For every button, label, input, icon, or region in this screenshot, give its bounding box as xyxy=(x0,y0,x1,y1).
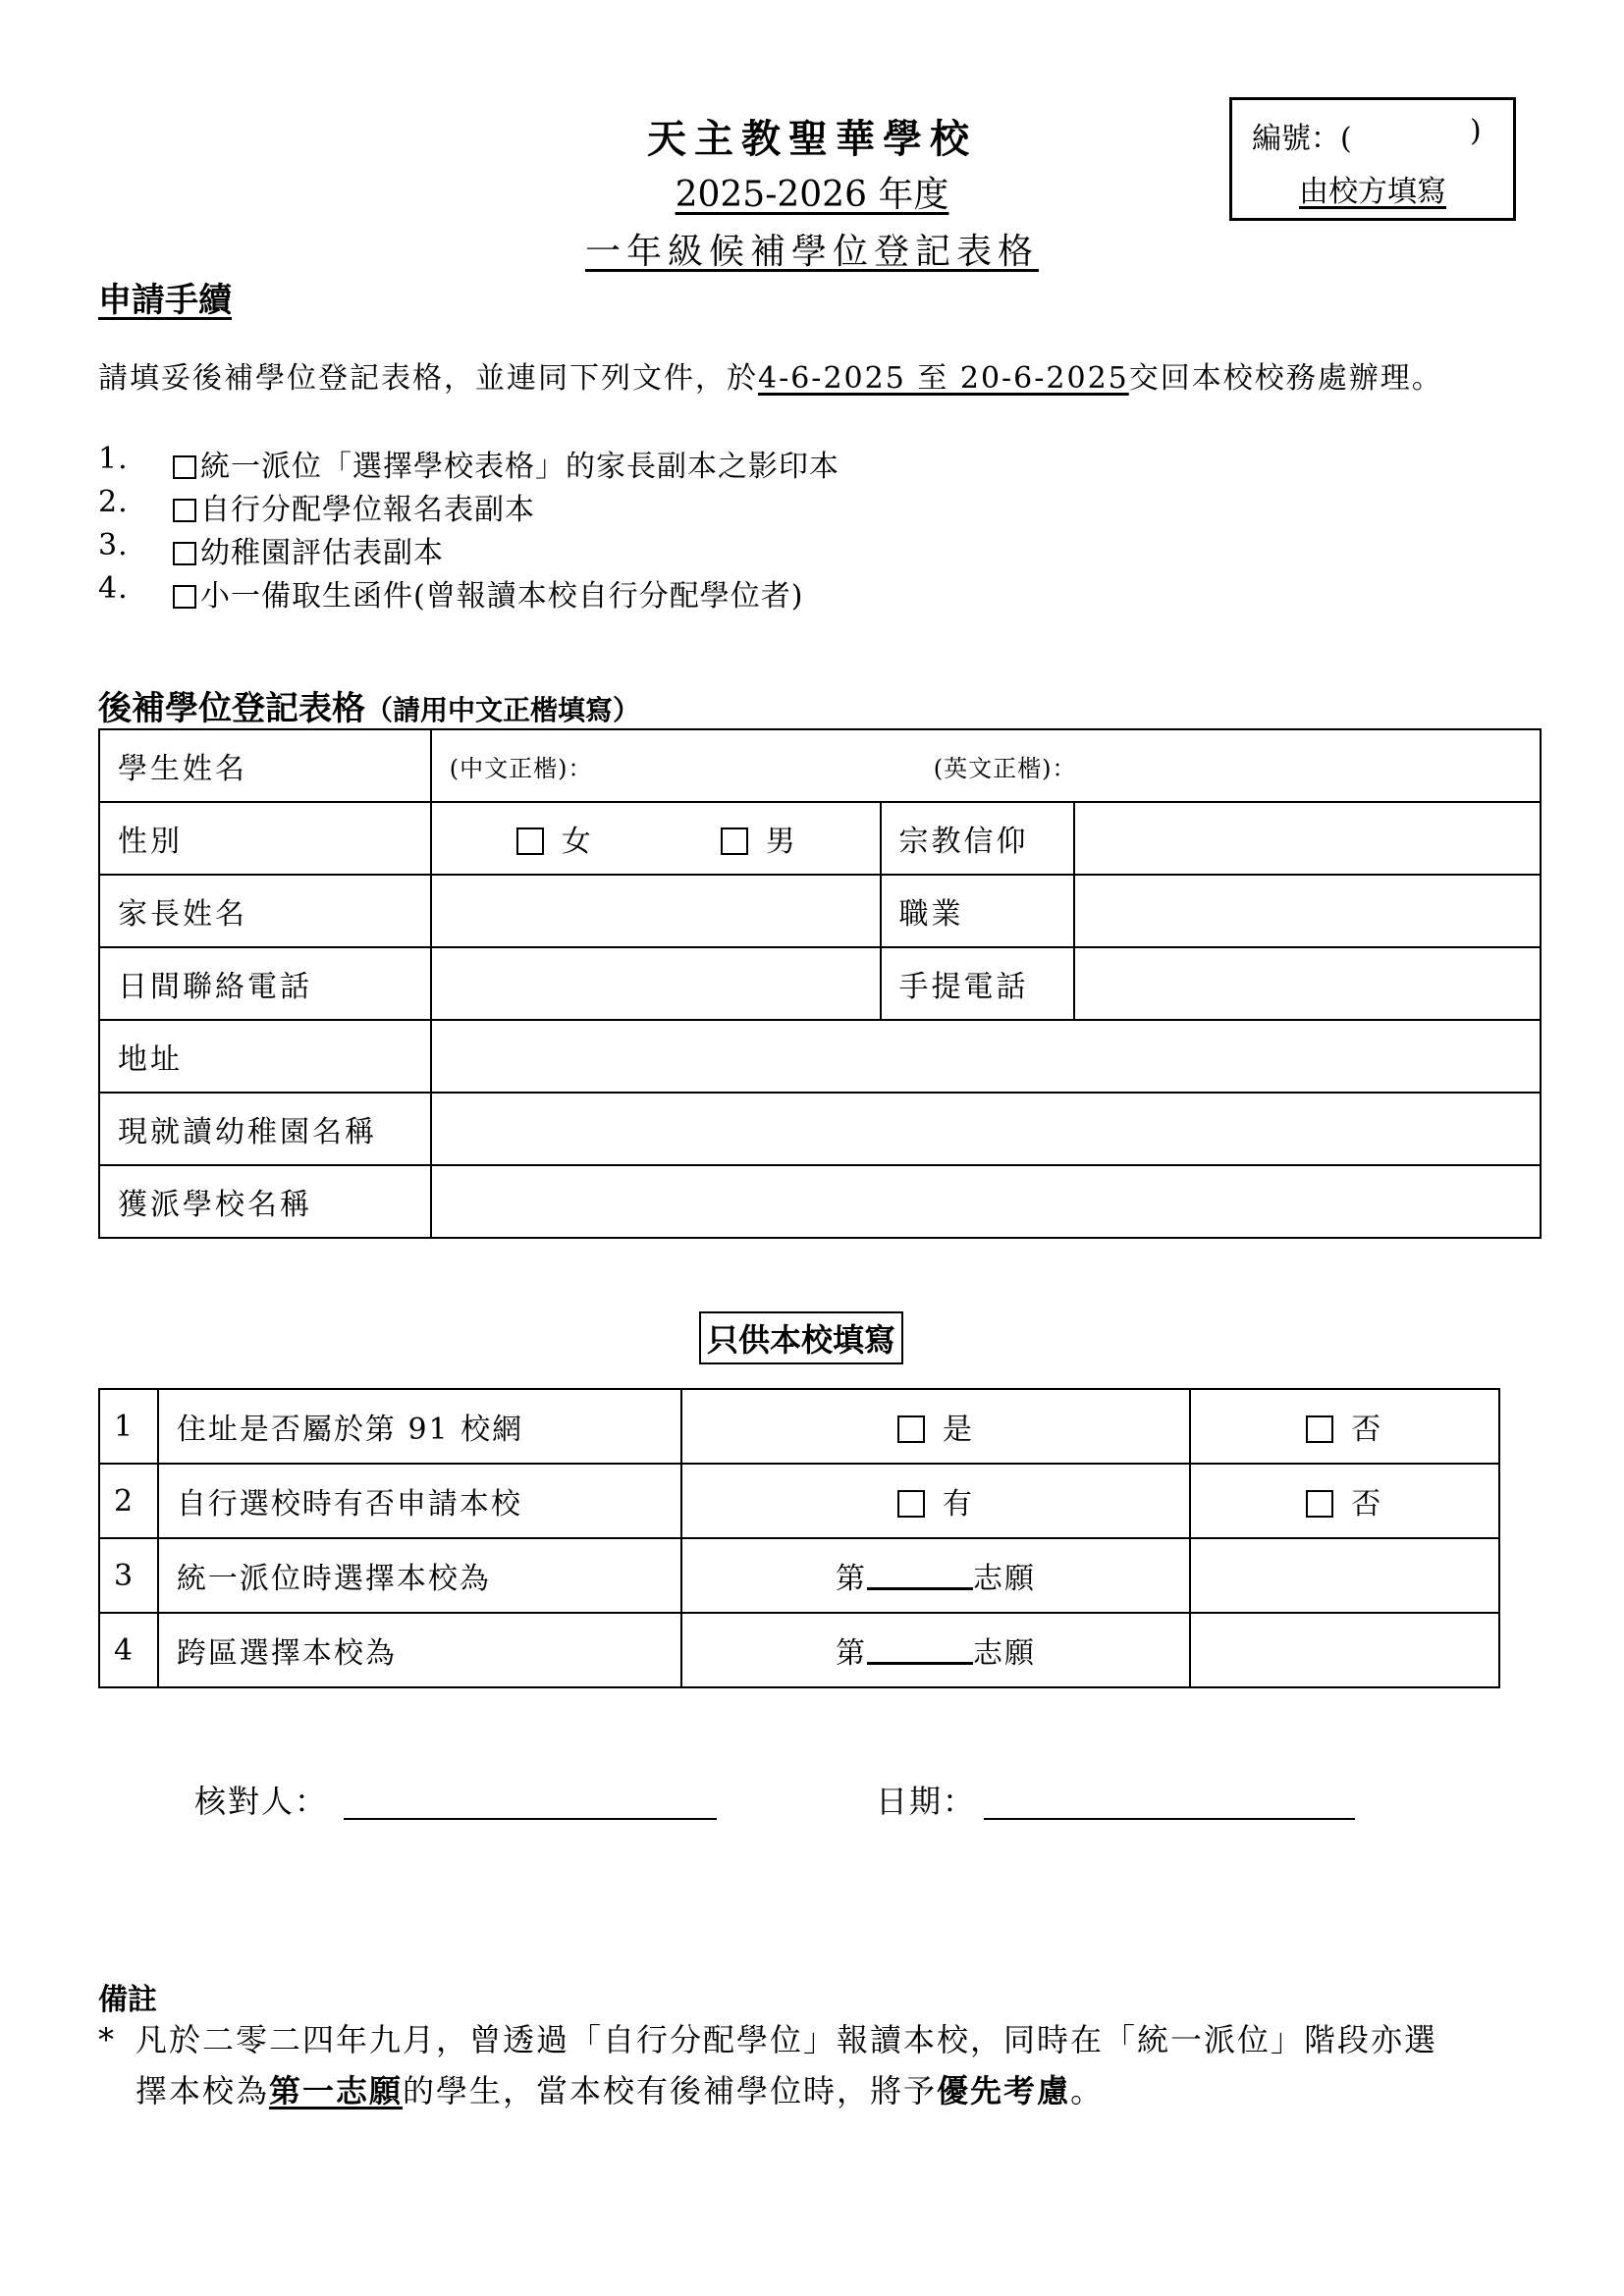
checker-label: 核對人： xyxy=(194,1783,329,1820)
school-name: 天主教聖華學校 xyxy=(647,116,977,162)
religion-field[interactable] xyxy=(1074,802,1541,875)
office-row-3-question: 統一派位時選擇本校為 xyxy=(158,1538,682,1613)
reference-label: 編號：( xyxy=(1252,122,1352,156)
office-use-table xyxy=(98,1388,1500,1688)
document-item-4: 4. 小一備取生函件(曾報讀本校自行分配學位者) xyxy=(98,571,804,614)
male-checkbox[interactable] xyxy=(721,828,748,855)
document-3-checkbox[interactable] xyxy=(173,542,196,565)
remarks-line-1: 凡於二零二四年九月，曾透過「自行分配學位」報讀本校，同時在「統一派位」階段亦選 xyxy=(135,2021,1438,2058)
student-name-row xyxy=(99,729,1541,802)
kindergarten-row xyxy=(99,1093,1541,1165)
remarks-star: * xyxy=(98,2021,116,2058)
procedure-intro: 請填妥後補學位登記表格，並連同下列文件，於4-6-2025 至 20-6-2025交回本校校務處辦理。 xyxy=(98,361,1443,396)
central-allocation-choice[interactable]: 第 志願 xyxy=(681,1538,1189,1613)
day-phone-field[interactable] xyxy=(431,947,881,1020)
network-no-checkbox[interactable] xyxy=(1306,1415,1333,1443)
priority-emphasis: 優先考慮 xyxy=(937,2072,1071,2109)
address-row xyxy=(99,1020,1541,1093)
remarks-heading: 備註 xyxy=(98,1983,157,2017)
gender-field xyxy=(431,802,881,875)
gender-label: 性別 xyxy=(99,802,431,875)
day-phone-label: 日間聯絡電話 xyxy=(99,947,431,1020)
gender-row xyxy=(99,802,1541,875)
office-row-2-option-2: 否 xyxy=(1190,1464,1499,1538)
parent-name-label: 家長姓名 xyxy=(99,875,431,947)
office-row-3-num: 3 xyxy=(99,1538,158,1613)
date-line[interactable] xyxy=(984,1818,1355,1820)
submission-date-range: 4-6-2025 至 20-6-2025 xyxy=(758,361,1129,396)
office-row-1-num: 1 xyxy=(99,1389,158,1464)
female-checkbox[interactable] xyxy=(516,828,544,855)
document-2-checkbox[interactable] xyxy=(173,499,196,522)
office-row-1-question: 住址是否屬於第 91 校網 xyxy=(158,1389,682,1464)
english-name-hint: (英文正楷)： xyxy=(933,754,1077,782)
office-row-2 xyxy=(99,1464,1499,1538)
mobile-label: 手提電話 xyxy=(881,947,1075,1020)
parent-name-field[interactable] xyxy=(431,875,881,947)
form-title: 一年級候補學位登記表格 xyxy=(584,232,1039,272)
phone-row xyxy=(99,947,1541,1020)
cross-district-choice[interactable]: 第 志願 xyxy=(681,1613,1189,1687)
office-use-heading: 只供本校填寫 xyxy=(699,1311,903,1364)
mobile-field[interactable] xyxy=(1074,947,1541,1020)
office-row-1 xyxy=(99,1389,1499,1464)
allocated-school-field[interactable] xyxy=(431,1165,1541,1238)
reference-note: 由校方填寫 xyxy=(1299,175,1446,209)
document-item-3: 3. 幼稚園評估表副本 xyxy=(98,528,444,570)
first-choice-emphasis: 第一志願 xyxy=(269,2072,404,2109)
office-row-3-empty xyxy=(1190,1538,1499,1613)
checker-line[interactable] xyxy=(344,1818,717,1820)
office-row-1-option-1: 是 xyxy=(681,1389,1189,1464)
procedure-heading: 申請手續 xyxy=(98,281,232,320)
office-row-4-question: 跨區選擇本校為 xyxy=(158,1613,682,1687)
parent-row xyxy=(99,875,1541,947)
document-item-2: 2. 自行分配學位報名表副本 xyxy=(98,485,535,527)
kindergarten-field[interactable] xyxy=(431,1093,1541,1165)
office-row-2-num: 2 xyxy=(99,1464,158,1538)
office-row-2-option-1: 有 xyxy=(681,1464,1189,1538)
reference-number-box xyxy=(1229,97,1516,221)
date-label: 日期： xyxy=(876,1783,977,1820)
allocated-school-label: 獲派學校名稱 xyxy=(99,1165,431,1238)
registration-form-heading: 後補學位登記表格（請用中文正楷填寫） xyxy=(98,689,641,728)
occupation-label: 職業 xyxy=(881,875,1075,947)
academic-year: 2025-2026 年度 xyxy=(675,175,949,215)
choice-blank[interactable] xyxy=(867,1636,973,1665)
applied-no-checkbox[interactable] xyxy=(1306,1490,1333,1518)
kindergarten-label: 現就讀幼稚園名稱 xyxy=(99,1093,431,1165)
document-item-1: 1. 統一派位「選擇學校表格」的家長副本之影印本 xyxy=(98,442,839,484)
student-name-field[interactable] xyxy=(431,729,1541,802)
student-name-label: 學生姓名 xyxy=(99,729,431,802)
office-row-1-option-2: 否 xyxy=(1190,1389,1499,1464)
religion-label: 宗教信仰 xyxy=(881,802,1075,875)
office-row-4-num: 4 xyxy=(99,1613,158,1687)
office-row-4-empty xyxy=(1190,1613,1499,1687)
address-field[interactable] xyxy=(431,1020,1541,1093)
occupation-field[interactable] xyxy=(1074,875,1541,947)
female-label: 女 xyxy=(561,825,594,859)
document-4-checkbox[interactable] xyxy=(173,585,196,609)
network-yes-checkbox[interactable] xyxy=(897,1415,925,1443)
allocated-school-row xyxy=(99,1165,1541,1238)
reference-close-paren: ) xyxy=(1470,114,1482,148)
document-1-checkbox[interactable] xyxy=(173,455,196,479)
registration-table xyxy=(98,728,1542,1239)
chinese-name-hint: (中文正楷)： xyxy=(449,754,593,782)
office-row-4 xyxy=(99,1613,1499,1687)
applied-yes-checkbox[interactable] xyxy=(897,1490,925,1518)
office-row-3 xyxy=(99,1538,1499,1613)
address-label: 地址 xyxy=(99,1020,431,1093)
male-label: 男 xyxy=(765,825,798,859)
choice-blank[interactable] xyxy=(867,1562,973,1590)
remarks-line-2: 擇本校為第一志願的學生，當本校有後補學位時，將予優先考慮。 xyxy=(135,2072,1105,2109)
office-row-2-question: 自行選校時有否申請本校 xyxy=(158,1464,682,1538)
